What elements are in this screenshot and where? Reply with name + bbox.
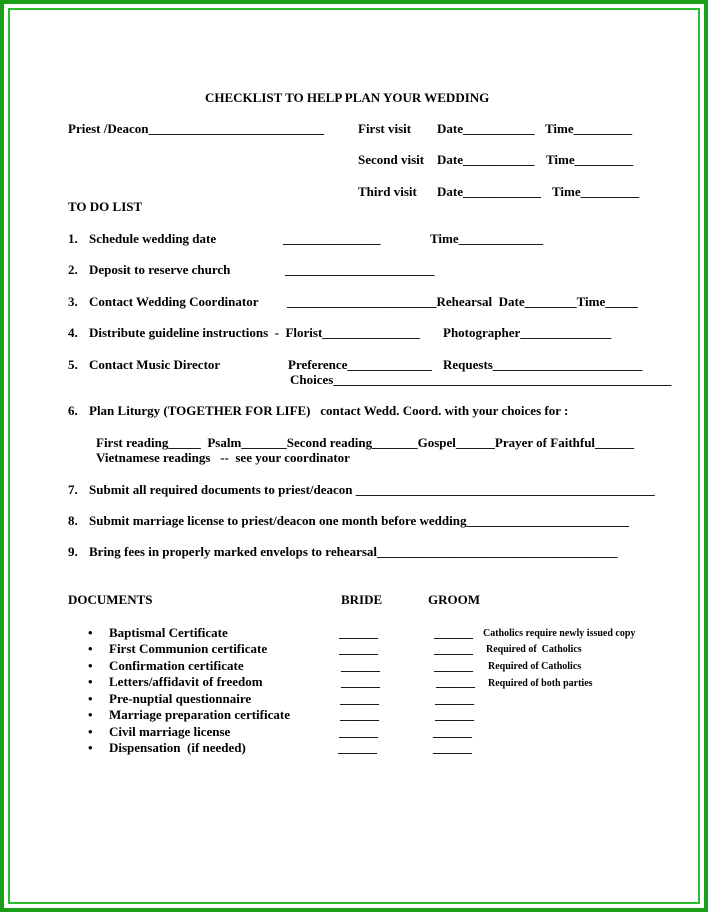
document-name: Letters/affidavit of freedom — [109, 674, 263, 689]
groom-checkbox-line[interactable]: ______ — [434, 658, 473, 673]
second-visit-time-field[interactable]: Time_________ — [546, 152, 634, 167]
bride-checkbox-line[interactable]: ______ — [340, 691, 379, 706]
groom-checkbox-line[interactable]: ______ — [434, 641, 473, 656]
document-name: Marriage preparation certificate — [109, 707, 290, 722]
groom-column-header: GROOM — [428, 592, 480, 607]
groom-checkbox-line[interactable]: ______ — [433, 740, 472, 755]
todo-heading: TO DO LIST — [68, 199, 143, 214]
priest-deacon-field[interactable]: Priest /Deacon___________________________ — [68, 121, 325, 136]
groom-checkbox-line[interactable]: ______ — [435, 691, 474, 706]
groom-checkbox-line[interactable]: ______ — [434, 625, 473, 640]
todo-distribute-florist[interactable]: Distribute guideline instructions - Florist_______________ — [89, 325, 420, 340]
todo-number: 4. — [68, 325, 78, 340]
groom-checkbox-line[interactable]: ______ — [435, 707, 474, 722]
todo-number: 6. — [68, 403, 78, 418]
todo-number: 5. — [68, 357, 78, 372]
bullet-icon: • — [88, 740, 93, 755]
third-visit-label: Third visit — [358, 184, 417, 199]
document-name: Pre-nuptial questionnaire — [109, 691, 252, 706]
bride-checkbox-line[interactable]: ______ — [339, 724, 378, 739]
bullet-icon: • — [88, 641, 93, 656]
document-name: Dispensation (if needed) — [109, 740, 246, 755]
todo-number: 8. — [68, 513, 78, 528]
todo-schedule-date: Schedule wedding date — [89, 231, 217, 246]
todo-bring-fees[interactable]: Bring fees in properly marked envelops to rehearsal_____________________________________ — [89, 544, 618, 559]
groom-checkbox-line[interactable]: ______ — [436, 674, 475, 689]
bride-checkbox-line[interactable]: ______ — [341, 674, 380, 689]
todo-number: 7. — [68, 482, 78, 497]
bullet-icon: • — [88, 707, 93, 722]
bullet-icon: • — [88, 691, 93, 706]
music-requests-field[interactable]: Requests_______________________ — [443, 357, 643, 372]
document-note: Catholics require newly issued copy — [483, 628, 636, 639]
document-note: Required of Catholics — [488, 661, 582, 672]
bride-checkbox-line[interactable]: ______ — [339, 641, 378, 656]
bride-column-header: BRIDE — [341, 592, 383, 607]
todo-number: 2. — [68, 262, 78, 277]
todo-number: 1. — [68, 231, 78, 246]
document-name: Civil marriage license — [109, 724, 231, 739]
bullet-icon: • — [88, 724, 93, 739]
documents-heading: DOCUMENTS — [68, 592, 153, 607]
readings-field[interactable]: First reading_____ Psalm_______Second reading_______Gospel______Prayer of Faithful______ — [96, 435, 635, 450]
music-choices-field[interactable]: Choices____________________________________________________ — [290, 372, 672, 387]
photographer-field[interactable]: Photographer______________ — [443, 325, 612, 340]
todo-deposit: Deposit to reserve church — [89, 262, 231, 277]
document-name: Baptismal Certificate — [109, 625, 228, 640]
todo-number: 9. — [68, 544, 78, 559]
rehearsal-field[interactable]: _______________________Rehearsal Date________Time_____ — [287, 294, 638, 309]
wedding-time-field[interactable]: Time_____________ — [430, 231, 544, 246]
todo-marriage-license[interactable]: Submit marriage license to priest/deacon one month before wedding_________________________ — [89, 513, 629, 528]
third-visit-date-field[interactable]: Date____________ — [437, 184, 541, 199]
first-visit-time-field[interactable]: Time_________ — [545, 121, 633, 136]
vietnamese-readings-note: Vietnamese readings -- see your coordinator — [96, 450, 350, 465]
document-note: Required of both parties — [488, 678, 593, 689]
music-preference-field[interactable]: Preference_____________ — [288, 357, 432, 372]
deposit-field[interactable]: _______________________ — [285, 262, 435, 277]
document-name: First Communion certificate — [109, 641, 268, 656]
second-visit-label: Second visit — [358, 152, 425, 167]
first-visit-date-field[interactable]: Date___________ — [437, 121, 535, 136]
todo-number: 3. — [68, 294, 78, 309]
todo-music-director: Contact Music Director — [89, 357, 221, 372]
bullet-icon: • — [88, 625, 93, 640]
document-name: Confirmation certificate — [109, 658, 244, 673]
second-visit-date-field[interactable]: Date___________ — [437, 152, 535, 167]
bride-checkbox-line[interactable]: ______ — [340, 707, 379, 722]
bride-checkbox-line[interactable]: ______ — [341, 658, 380, 673]
third-visit-time-field[interactable]: Time_________ — [552, 184, 640, 199]
wedding-date-field[interactable]: _______________ — [283, 231, 381, 246]
page-title: CHECKLIST TO HELP PLAN YOUR WEDDING — [205, 90, 490, 105]
todo-contact-coordinator: Contact Wedding Coordinator — [89, 294, 259, 309]
bullet-icon: • — [88, 658, 93, 673]
todo-submit-documents[interactable]: Submit all required documents to priest/deacon ______________________________________________ — [89, 482, 655, 497]
bullet-icon: • — [88, 674, 93, 689]
first-visit-label: First visit — [358, 121, 412, 136]
bride-checkbox-line[interactable]: ______ — [339, 625, 378, 640]
groom-checkbox-line[interactable]: ______ — [433, 724, 472, 739]
todo-plan-liturgy: Plan Liturgy (TOGETHER FOR LIFE) contact Wedd. Coord. with your choices for : — [89, 403, 569, 418]
document-note: Required of Catholics — [486, 644, 582, 655]
bride-checkbox-line[interactable]: ______ — [338, 740, 377, 755]
